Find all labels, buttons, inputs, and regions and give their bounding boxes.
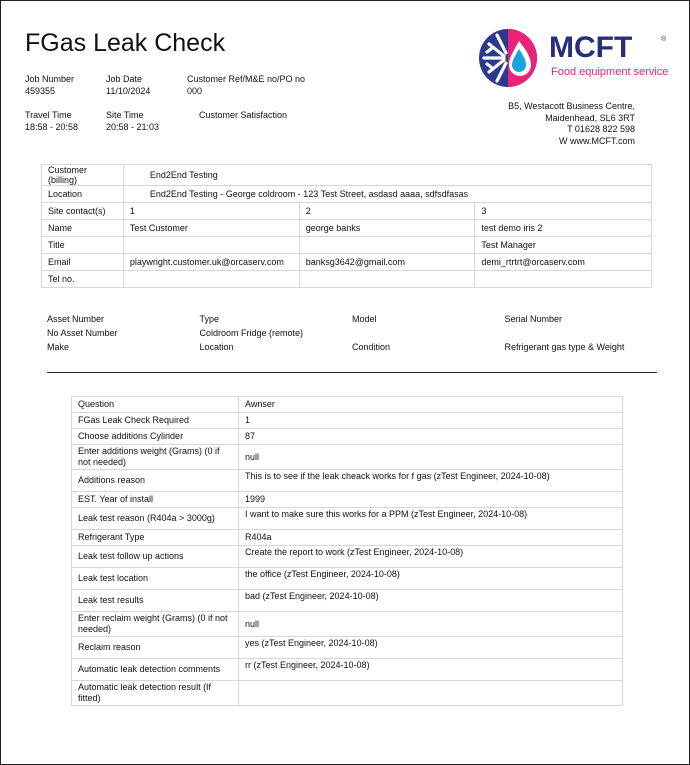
table-row bbox=[72, 659, 623, 681]
asset-location-label: Location bbox=[199, 342, 234, 352]
customer-ref-label: Customer Ref/M&E no/PO no bbox=[187, 74, 306, 84]
question-cell: Refrigerant Type bbox=[72, 530, 239, 546]
billing-label: Customer (billing) bbox=[42, 165, 124, 186]
question-table bbox=[71, 396, 623, 706]
answer-cell: 1999 bbox=[239, 492, 623, 508]
company-website: W www.MCFT.com bbox=[559, 135, 635, 146]
question-cell: Automatic leak detection comments bbox=[72, 659, 239, 681]
table-row bbox=[42, 271, 652, 288]
question-cell: Enter additions weight (Grams) (0 if not needed) bbox=[72, 445, 239, 470]
asset-row bbox=[47, 312, 657, 326]
customer-ref-value: 000 bbox=[187, 86, 203, 96]
tel-label: Tel no. bbox=[42, 271, 124, 288]
table-row bbox=[42, 237, 652, 254]
site-time-label: Site Time bbox=[106, 110, 144, 120]
job-date-block bbox=[106, 73, 150, 97]
table-row bbox=[72, 492, 623, 508]
contact-tel-2 bbox=[299, 271, 475, 288]
customer-satisfaction-label: Customer Satisfaction bbox=[199, 110, 288, 120]
travel-time-block bbox=[25, 109, 78, 133]
email-label: Email bbox=[42, 254, 124, 271]
site-time-block bbox=[106, 109, 159, 133]
question-cell: Leak test location bbox=[72, 568, 239, 590]
answer-cell bbox=[239, 681, 623, 706]
customer-ref-block bbox=[187, 73, 305, 97]
travel-time-value: 18:58 - 20:58 bbox=[25, 122, 79, 132]
contact-tel-3 bbox=[475, 271, 652, 288]
answer-cell: yes (zTest Engineer, 2024-10-08) bbox=[239, 637, 623, 659]
answer-cell: I want to make sure this works for a PPM (zTest Engineer, 2024-10-08) bbox=[239, 508, 623, 530]
logo-tagline: Food equipment service bbox=[551, 66, 669, 78]
contact-tel-1 bbox=[123, 271, 299, 288]
table-row bbox=[42, 254, 652, 271]
table-row bbox=[72, 568, 623, 590]
answer-header: Awnser bbox=[239, 397, 623, 413]
question-cell: Additions reason bbox=[72, 470, 239, 492]
contact-title-2 bbox=[299, 237, 475, 254]
table-row bbox=[72, 637, 623, 659]
billing-value: End2End Testing bbox=[123, 165, 651, 186]
asset-number-label: Asset Number bbox=[47, 314, 105, 324]
company-phone: T 01628 822 598 bbox=[567, 124, 635, 135]
asset-number-value: No Asset Number bbox=[47, 328, 118, 338]
job-date-label: Job Date bbox=[106, 74, 143, 84]
job-number-block bbox=[25, 73, 74, 97]
question-cell: Reclaim reason bbox=[72, 637, 239, 659]
title-label: Title bbox=[42, 237, 124, 254]
table-row bbox=[72, 681, 623, 706]
travel-time-label: Travel Time bbox=[25, 110, 72, 120]
contact-index-3: 3 bbox=[475, 203, 652, 220]
contact-index-2: 2 bbox=[299, 203, 475, 220]
question-cell: Leak test follow up actions bbox=[72, 546, 239, 568]
logo-wordmark: MCFT bbox=[549, 31, 633, 64]
customer-table bbox=[41, 164, 652, 288]
answer-cell: null bbox=[239, 445, 623, 470]
table-row bbox=[72, 530, 623, 546]
question-cell: EST. Year of install bbox=[72, 492, 239, 508]
condition-label: Condition bbox=[352, 342, 391, 352]
asset-info bbox=[47, 312, 657, 354]
table-row bbox=[42, 186, 652, 203]
customer-satisfaction-block bbox=[199, 109, 287, 121]
table-row bbox=[42, 165, 652, 186]
company-address bbox=[508, 101, 635, 147]
table-header-row bbox=[72, 397, 623, 413]
question-header: Question bbox=[72, 397, 239, 413]
table-row bbox=[72, 590, 623, 612]
divider bbox=[47, 372, 657, 373]
table-row bbox=[72, 445, 623, 470]
location-value: End2End Testing - George coldroom - 123 Test Street, asdasd aaaa, sdfsdfasas bbox=[123, 186, 651, 203]
question-cell: Automatic leak detection result (If fitted) bbox=[72, 681, 239, 706]
job-number-value: 459355 bbox=[25, 86, 56, 96]
contact-email-2: banksg3642@gmail.com bbox=[299, 254, 475, 271]
answer-cell: the office (zTest Engineer, 2024-10-08) bbox=[239, 568, 623, 590]
refrigerant-label: Refrigerant gas type & Weight bbox=[504, 342, 625, 352]
answer-cell: This is to see if the leak cheack works for f gas (zTest Engineer, 2024-10-08) bbox=[239, 470, 623, 492]
question-cell: Leak test reason (R404a > 3000g) bbox=[72, 508, 239, 530]
answer-cell: null bbox=[239, 612, 623, 637]
table-row bbox=[42, 220, 652, 237]
model-label: Model bbox=[352, 314, 377, 324]
contact-name-2: george banks bbox=[299, 220, 475, 237]
asset-row bbox=[47, 326, 657, 340]
asset-row bbox=[47, 340, 657, 354]
table-row bbox=[42, 203, 652, 220]
snowflake-drop-icon bbox=[479, 29, 537, 87]
answer-cell: 87 bbox=[239, 429, 623, 445]
table-row bbox=[72, 429, 623, 445]
table-row bbox=[72, 470, 623, 492]
answer-cell: 1 bbox=[239, 413, 623, 429]
contact-title-3: Test Manager bbox=[475, 237, 652, 254]
question-cell: FGas Leak Check Required bbox=[72, 413, 239, 429]
contact-name-1: Test Customer bbox=[123, 220, 299, 237]
table-row bbox=[72, 546, 623, 568]
answer-cell: bad (zTest Engineer, 2024-10-08) bbox=[239, 590, 623, 612]
page-title: FGas Leak Check bbox=[25, 29, 226, 57]
mcft-logo bbox=[475, 25, 675, 91]
question-cell: Choose additions Cylinder bbox=[72, 429, 239, 445]
question-cell: Enter reclaim weight (Grams) (0 if not needed) bbox=[72, 612, 239, 637]
type-label: Type bbox=[199, 314, 220, 324]
location-label: Location bbox=[42, 186, 124, 203]
address-line-2: Maidenhead, SL6 3RT bbox=[545, 112, 635, 123]
contact-index-1: 1 bbox=[123, 203, 299, 220]
contact-name-3: test demo iris 2 bbox=[475, 220, 652, 237]
table-row bbox=[72, 508, 623, 530]
address-line-1: B5, Westacott Business Centre, bbox=[508, 101, 635, 111]
logo-trademark: ® bbox=[661, 36, 667, 43]
serial-number-label: Serial Number bbox=[504, 314, 563, 324]
table-row bbox=[72, 612, 623, 637]
question-cell: Leak test results bbox=[72, 590, 239, 612]
table-row bbox=[72, 413, 623, 429]
answer-cell: Create the report to work (zTest Engineer, 2024-10-08) bbox=[239, 546, 623, 568]
site-time-value: 20:58 - 21:03 bbox=[106, 122, 160, 132]
make-label: Make bbox=[47, 342, 70, 352]
job-date-value: 11/10/2024 bbox=[106, 86, 151, 96]
contact-email-1: playwright.customer.uk@orcaserv.com bbox=[123, 254, 299, 271]
site-contacts-label: Site contact(s) bbox=[42, 203, 124, 220]
answer-cell: R404a bbox=[239, 530, 623, 546]
contact-title-1 bbox=[123, 237, 299, 254]
type-value: Coldroom Fridge (remote) bbox=[199, 328, 304, 338]
answer-cell: rr (zTest Engineer, 2024-10-08) bbox=[239, 659, 623, 681]
contact-email-3: demi_rtrtrt@orcaserv.com bbox=[475, 254, 652, 271]
name-label: Name bbox=[42, 220, 124, 237]
job-number-label: Job Number bbox=[25, 74, 75, 84]
